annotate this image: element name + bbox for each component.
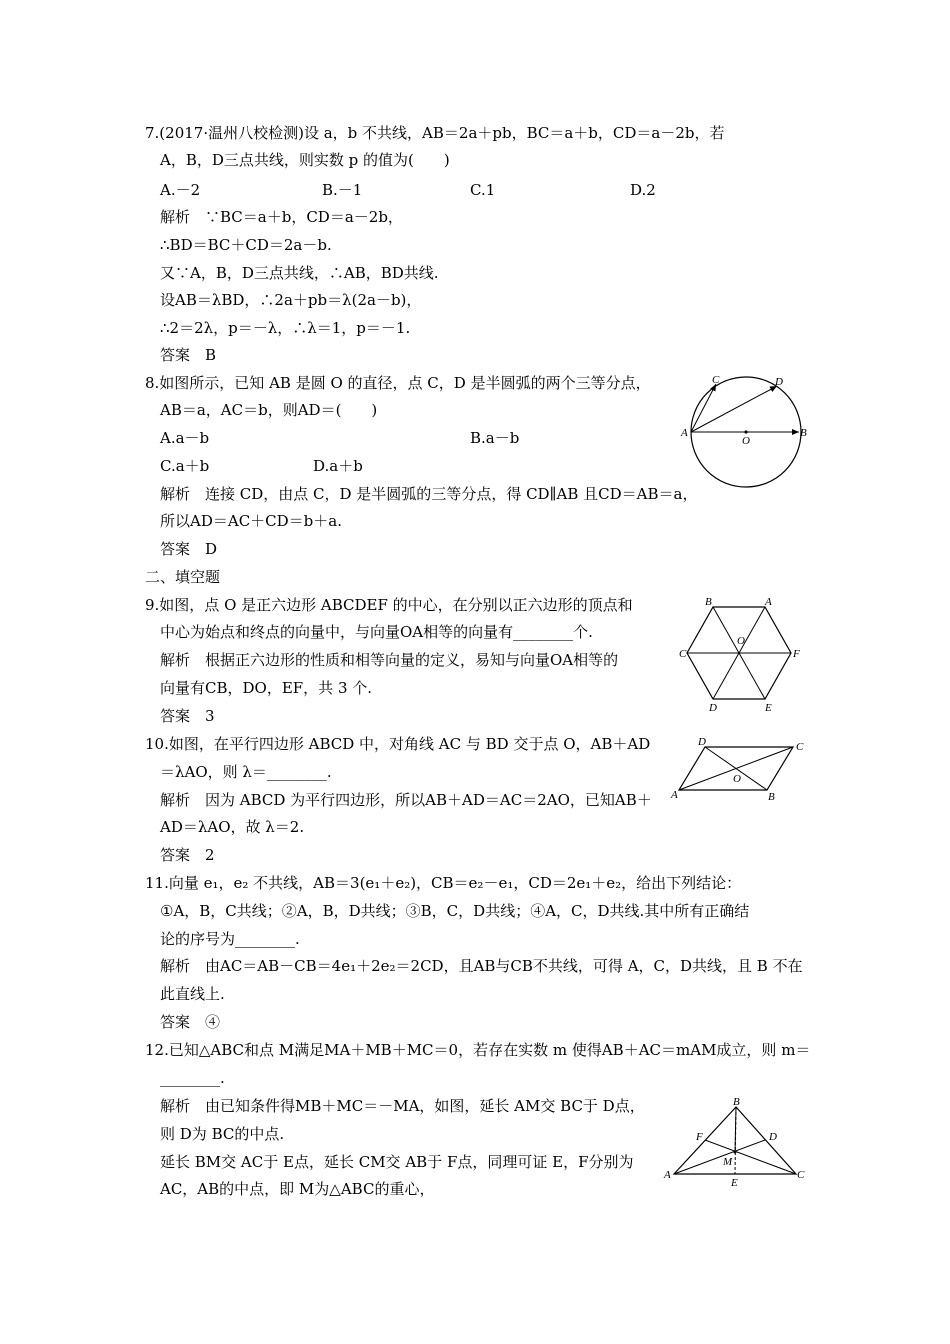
q8-solution-line2: 所以AD＝AC＋CD＝b＋a. <box>160 512 342 530</box>
figure-triangle-centroid <box>660 1094 810 1190</box>
circle-label-b: B <box>800 427 807 439</box>
q9-answer: 答案 3 <box>160 707 215 725</box>
q7-stem-line2: A，B，D三点共线，则实数 p 的值为( ) <box>160 151 450 169</box>
q12-solution-line2: 则 D为 BC的中点. <box>160 1125 285 1143</box>
q8-option-d: D.a＋b <box>313 457 363 475</box>
q7-solution-line3: 又∵A，B，D三点共线，∴AB，BD共线. <box>160 264 439 282</box>
tri-label-e: E <box>731 1177 738 1189</box>
q7-solution-line5: ∴2＝2λ，p＝－λ，∴λ＝1，p＝－1. <box>160 319 411 337</box>
tri-label-m: M <box>723 1156 733 1168</box>
q7-option-d: D.2 <box>630 181 656 199</box>
q8-stem-line1: 8.如图所示，已知 AB 是圆 O 的直径，点 C，D 是半圆弧的两个三等分点， <box>145 374 651 392</box>
q10-solution-line2: AD＝λAO，故 λ＝2. <box>160 818 305 836</box>
tri-label-a: A <box>664 1169 671 1181</box>
hex-label-d: D <box>709 702 717 714</box>
q11-solution-line1: 解析 由AC＝AB－CB＝4e₁＋2e₂＝2CD，且AB与CB不共线，可得 A，C，D共线，且 B 不在 <box>160 957 803 975</box>
q7-option-a: A.－2 <box>160 181 201 199</box>
figure-circle-diameter <box>676 368 816 504</box>
q7-solution-line4: 设AB＝λBD，∴2a＋pb＝λ(2a－b)， <box>160 291 422 309</box>
para-label-a: A <box>671 789 678 801</box>
tri-label-c: C <box>797 1169 805 1181</box>
q9-solution-line2: 向量有CB，DO，EF，共 3 个. <box>160 679 373 697</box>
circle-label-o: O <box>742 435 750 447</box>
para-label-c: C <box>796 741 804 753</box>
q12-solution-line1: 解析 由已知条件得MB＋MC＝－MA，如图，延长 AM交 BC于 D点， <box>160 1097 645 1115</box>
q8-option-c: C.a＋b <box>160 457 210 475</box>
q12-solution-line3: 延长 BM交 AC于 E点，延长 CM交 AB于 F点，同理可证 E，F分别为 <box>160 1153 634 1171</box>
hex-label-a: A <box>765 596 772 608</box>
q7-option-c: C.1 <box>470 181 496 199</box>
q11-answer: 答案 ④ <box>160 1013 221 1031</box>
figure-hexagon <box>679 594 817 714</box>
q8-answer: 答案 D <box>160 540 218 558</box>
hex-label-f: F <box>793 648 800 660</box>
q8-solution-line1: 解析 连接 CD，由点 C，D 是半圆弧的三等分点，得 CD∥AB 且CD＝AB＝a， <box>160 485 698 503</box>
q8-option-a: A.a－b <box>160 429 210 447</box>
q10-answer: 答案 2 <box>160 846 215 864</box>
q11-stem-line2: ①A，B，C共线；②A，B，D共线；③B，C，D共线；④A，C，D共线.其中所有正确结 <box>160 902 750 920</box>
para-label-o: O <box>733 773 741 785</box>
q11-stem-line3: 论的序号为________. <box>160 930 300 948</box>
para-label-b: B <box>768 791 775 803</box>
q10-stem-line1: 10.如图，在平行四边形 ABCD 中，对角线 AC 与 BD 交于点 O，AB＋AD <box>145 735 651 753</box>
q9-solution-line1: 解析 根据正六边形的性质和相等向量的定义，易知与向量OA相等的 <box>160 651 619 669</box>
q9-stem-line1: 9.如图，点 O 是正六边形 ABCDEF 的中心，在分别以正六边形的顶点和 <box>145 596 633 614</box>
q8-option-b: B.a－b <box>470 429 520 447</box>
q7-option-b: B.－1 <box>322 181 363 199</box>
q8-stem-line2: AB＝a，AC＝b，则AD＝( ) <box>160 401 378 419</box>
hex-label-c: C <box>679 648 687 660</box>
circle-label-d: D <box>775 376 783 388</box>
para-label-d: D <box>698 736 706 748</box>
hex-label-o: O <box>737 635 745 647</box>
q12-solution-line4: AC，AB的中点，即 M为△ABC的重心， <box>160 1180 435 1198</box>
q7-answer: 答案 B <box>160 346 217 364</box>
figure-parallelogram <box>670 734 816 804</box>
hex-label-e: E <box>765 702 772 714</box>
q11-stem-line1: 11.向量 e₁，e₂ 不共线，AB＝3(e₁＋e₂)，CB＝e₂－e₁，CD＝2e₁＋e₂，给出下列结论： <box>145 874 742 892</box>
hex-label-b: B <box>705 596 712 608</box>
circle-label-a: A <box>681 427 688 439</box>
tri-label-d: D <box>769 1131 777 1143</box>
q11-solution-line2: 此直线上. <box>160 985 225 1003</box>
q12-stem-line1: 12.已知△ABC和点 M满足MA＋MB＋MC＝0，若存在实数 m 使得AB＋AC＝mAM成立，则 m＝ <box>145 1041 811 1059</box>
q7-solution-line1: 解析 ∵BC＝a＋b，CD＝a－2b， <box>160 208 403 226</box>
q10-solution-line1: 解析 因为 ABCD 为平行四边形，所以AB＋AD＝AC＝2AO，已知AB＋ <box>160 791 652 809</box>
section-heading: 二、填空题 <box>145 568 221 586</box>
q7-solution-line2: ∴BD＝BC＋CD＝2a－b. <box>160 236 332 254</box>
tri-label-f: F <box>696 1131 703 1143</box>
tri-label-b: B <box>733 1096 740 1108</box>
q9-stem-line2: 中心为始点和终点的向量中，与向量OA相等的向量有________个. <box>160 623 593 641</box>
q10-stem-line2: ＝λAO，则 λ＝________. <box>160 763 332 781</box>
q12-stem-line2: ________. <box>160 1069 225 1087</box>
circle-label-c: C <box>712 374 720 386</box>
q7-stem-line1: 7.(2017·温州八校检测)设 a，b 不共线，AB＝2a＋pb，BC＝a＋b，CD＝a－2b，若 <box>145 124 725 142</box>
